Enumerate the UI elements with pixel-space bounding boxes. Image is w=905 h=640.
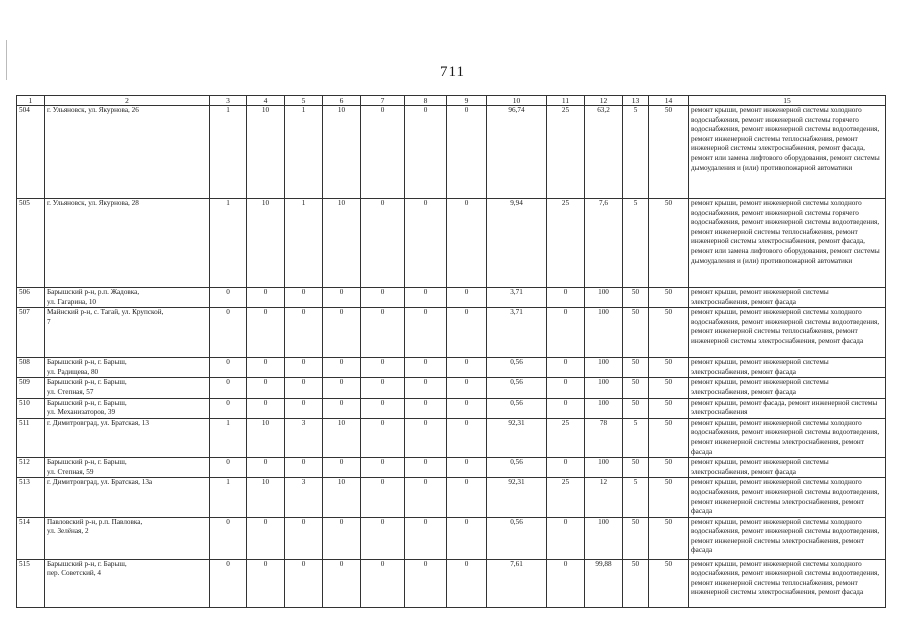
value-cell: 5 [623,478,649,517]
column-header: 4 [247,96,285,106]
value-cell: 10 [247,418,285,457]
table-row [17,288,886,308]
value-cell: 0,56 [487,458,547,478]
address-cell: Майнский р-н, с. Тагай, ул. Крупской, 7 [45,308,210,358]
value-cell: 0,56 [487,398,547,418]
value-cell: 0 [405,106,447,199]
value-cell: 0 [405,398,447,418]
table-row [17,106,886,199]
column-header: 13 [623,96,649,106]
work-types-cell: ремонт крыши, ремонт инженерной системы холодного водоснабжения, ремонт инженерной системы водоотведения, ремонт инженерной системы электроснабжения, ремонт фасада [689,517,886,559]
value-cell: 50 [649,358,689,378]
row-number-cell: 505 [17,199,45,288]
value-cell: 0 [447,418,487,457]
value-cell: 0 [247,308,285,358]
value-cell: 0 [447,308,487,358]
value-cell: 0 [247,378,285,398]
work-types-cell: ремонт крыши, ремонт инженерной системы холодного водоснабжения, ремонт инженерной системы водоотведения, ремонт инженерной системы электроснабжения, ремонт фасада [689,418,886,457]
value-cell: 100 [585,398,623,418]
column-header: 1 [17,96,45,106]
value-cell: 0 [210,288,247,308]
value-cell: 0 [285,358,323,378]
column-header: 7 [361,96,405,106]
value-cell: 0 [285,378,323,398]
value-cell: 0 [405,288,447,308]
address-cell: г. Ульяновск, ул. Якурнова, 28 [45,199,210,288]
column-header: 15 [689,96,886,106]
work-types-cell: ремонт крыши, ремонт инженерной системы электроснабжения, ремонт фасада [689,358,886,378]
value-cell: 50 [649,418,689,457]
value-cell: 50 [623,517,649,559]
column-header: 2 [45,96,210,106]
work-types-cell: ремонт крыши, ремонт инженерной системы холодного водоснабжения, ремонт инженерной системы водоотведения, ремонт инженерной системы теплоснабжения, ремонт инженерной системы электроснабжения, ремонт фасада [689,559,886,607]
value-cell: 0 [405,418,447,457]
value-cell: 10 [247,478,285,517]
page-number: 711 [440,64,465,80]
value-cell: 50 [649,308,689,358]
value-cell: 50 [649,517,689,559]
column-header: 12 [585,96,623,106]
value-cell: 50 [649,478,689,517]
value-cell: 0 [447,199,487,288]
value-cell: 50 [623,378,649,398]
value-cell: 0 [405,478,447,517]
work-types-cell: ремонт крыши, ремонт инженерной системы холодного водоснабжения, ремонт инженерной системы водоотведения, ремонт инженерной системы электроснабжения, ремонт фасада [689,478,886,517]
value-cell: 0 [361,398,405,418]
value-cell: 0 [361,288,405,308]
value-cell: 0 [361,418,405,457]
value-cell: 0 [210,458,247,478]
value-cell: 0 [210,378,247,398]
value-cell: 0 [323,308,361,358]
value-cell: 0 [447,378,487,398]
value-cell: 50 [649,559,689,607]
value-cell: 0 [361,106,405,199]
column-header: 5 [285,96,323,106]
work-types-cell: ремонт крыши, ремонт инженерной системы электроснабжения, ремонт фасада [689,458,886,478]
row-number-cell: 514 [17,517,45,559]
value-cell: 50 [623,308,649,358]
value-cell: 0,56 [487,517,547,559]
value-cell: 0 [247,288,285,308]
value-cell: 0 [447,288,487,308]
column-header: 3 [210,96,247,106]
column-header: 6 [323,96,361,106]
table-row [17,418,886,457]
value-cell: 3,71 [487,308,547,358]
value-cell: 25 [547,199,585,288]
value-cell: 0 [447,517,487,559]
value-cell: 0 [547,308,585,358]
value-cell: 7,6 [585,199,623,288]
value-cell: 100 [585,288,623,308]
value-cell: 50 [623,358,649,378]
value-cell: 0 [547,517,585,559]
value-cell: 7,61 [487,559,547,607]
value-cell: 0 [405,199,447,288]
value-cell: 100 [585,308,623,358]
table-row [17,517,886,559]
address-cell: Барышский р-н, г. Барыш, ул. Степная, 57 [45,378,210,398]
value-cell: 0 [361,478,405,517]
value-cell: 0 [547,378,585,398]
value-cell: 50 [623,288,649,308]
value-cell: 0 [405,517,447,559]
value-cell: 50 [649,288,689,308]
value-cell: 10 [323,199,361,288]
value-cell: 0 [285,288,323,308]
value-cell: 92,31 [487,418,547,457]
value-cell: 50 [649,378,689,398]
address-cell: Барышский р-н, г. Барыш, пер. Советский, 4 [45,559,210,607]
row-number-cell: 510 [17,398,45,418]
address-cell: Павловский р-н, р.п. Павловка, ул. Зелёная, 2 [45,517,210,559]
value-cell: 50 [649,199,689,288]
value-cell: 0 [405,559,447,607]
repair-program-table [16,95,886,608]
value-cell: 1 [285,106,323,199]
value-cell: 0 [547,398,585,418]
value-cell: 50 [623,398,649,418]
value-cell: 78 [585,418,623,457]
work-types-cell: ремонт крыши, ремонт фасада, ремонт инженерной системы электроснабжения [689,398,886,418]
value-cell: 10 [323,106,361,199]
value-cell: 0 [361,308,405,358]
value-cell: 10 [323,478,361,517]
address-cell: г. Ульяновск, ул. Якурнова, 26 [45,106,210,199]
value-cell: 1 [210,106,247,199]
column-header: 8 [405,96,447,106]
value-cell: 0 [361,517,405,559]
address-cell: Барышский р-н, р.п. Жадовка, ул. Гагарина, 10 [45,288,210,308]
value-cell: 0 [285,458,323,478]
value-cell: 5 [623,418,649,457]
table-row [17,478,886,517]
table-row [17,458,886,478]
value-cell: 0 [247,358,285,378]
value-cell: 0 [547,559,585,607]
value-cell: 0 [210,398,247,418]
value-cell: 10 [247,106,285,199]
value-cell: 25 [547,106,585,199]
table-row [17,308,886,358]
work-types-cell: ремонт крыши, ремонт инженерной системы холодного водоснабжения, ремонт инженерной системы водоотведения, ремонт инженерной системы теплоснабжения, ремонт инженерной системы электроснабжения, ремонт фасада [689,308,886,358]
column-header: 9 [447,96,487,106]
value-cell: 0 [247,398,285,418]
value-cell: 100 [585,358,623,378]
value-cell: 0 [447,106,487,199]
value-cell: 1 [210,199,247,288]
value-cell: 1 [210,418,247,457]
value-cell: 0 [405,458,447,478]
row-number-cell: 507 [17,308,45,358]
work-types-cell: ремонт крыши, ремонт инженерной системы электроснабжения, ремонт фасада [689,378,886,398]
row-number-cell: 515 [17,559,45,607]
value-cell: 3 [285,478,323,517]
value-cell: 10 [323,418,361,457]
value-cell: 0 [361,559,405,607]
value-cell: 25 [547,478,585,517]
column-header: 11 [547,96,585,106]
value-cell: 99,88 [585,559,623,607]
row-number-cell: 512 [17,458,45,478]
address-cell: г. Димитровград, ул. Братская, 13 [45,418,210,457]
table-row [17,378,886,398]
value-cell: 50 [623,559,649,607]
value-cell: 50 [649,458,689,478]
value-cell: 0 [405,308,447,358]
value-cell: 0 [285,559,323,607]
value-cell: 96,74 [487,106,547,199]
value-cell: 0 [210,308,247,358]
value-cell: 50 [649,106,689,199]
value-cell: 0 [247,458,285,478]
value-cell: 0 [447,559,487,607]
column-number-row [17,96,886,106]
value-cell: 0 [285,517,323,559]
value-cell: 12 [585,478,623,517]
row-number-cell: 511 [17,418,45,457]
value-cell: 0 [361,378,405,398]
value-cell: 0 [285,308,323,358]
value-cell: 0 [323,288,361,308]
value-cell: 100 [585,378,623,398]
value-cell: 3 [285,418,323,457]
value-cell: 0 [323,559,361,607]
value-cell: 0,56 [487,358,547,378]
value-cell: 0 [405,358,447,378]
value-cell: 0 [323,398,361,418]
value-cell: 0 [210,517,247,559]
value-cell: 0 [361,458,405,478]
value-cell: 0 [323,517,361,559]
address-cell: г. Димитровград, ул. Братская, 13а [45,478,210,517]
value-cell: 50 [623,458,649,478]
work-types-cell: ремонт крыши, ремонт инженерной системы электроснабжения, ремонт фасада [689,288,886,308]
value-cell: 25 [547,418,585,457]
table-row [17,199,886,288]
address-cell: Барышский р-н, г. Барыш, ул. Радищева, 80 [45,358,210,378]
value-cell: 0 [547,458,585,478]
value-cell: 0 [447,358,487,378]
value-cell: 0 [361,199,405,288]
value-cell: 0 [210,559,247,607]
value-cell: 0 [285,398,323,418]
address-cell: Барышский р-н, г. Барыш, ул. Механизаторов, 39 [45,398,210,418]
column-header: 14 [649,96,689,106]
value-cell: 63,2 [585,106,623,199]
value-cell: 100 [585,458,623,478]
value-cell: 0 [323,378,361,398]
value-cell: 0 [323,358,361,378]
row-number-cell: 508 [17,358,45,378]
work-types-cell: ремонт крыши, ремонт инженерной системы холодного водоснабжения, ремонт инженерной системы горячего водоснабжения, ремонт инженерной системы водоотведения, ремонт инженерной системы теплоснабжения, ремонт инженерной системы электроснабжения, ремонт фасада, ремонт или замена лифтового оборудования, ремонт системы дымоудаления и (или) противопожарной автоматики [689,199,886,288]
value-cell: 92,31 [487,478,547,517]
value-cell: 0 [547,288,585,308]
value-cell: 1 [210,478,247,517]
value-cell: 0 [547,358,585,378]
value-cell: 5 [623,199,649,288]
value-cell: 0 [447,398,487,418]
value-cell: 0 [247,517,285,559]
row-number-cell: 513 [17,478,45,517]
value-cell: 0 [323,458,361,478]
value-cell: 0 [361,358,405,378]
value-cell: 1 [285,199,323,288]
table-row [17,398,886,418]
value-cell: 3,71 [487,288,547,308]
value-cell: 9,94 [487,199,547,288]
work-types-cell: ремонт крыши, ремонт инженерной системы холодного водоснабжения, ремонт инженерной системы горячего водоснабжения, ремонт инженерной системы водоотведения, ремонт инженерной системы теплоснабжения, ремонт инженерной системы электроснабжения, ремонт фасада, ремонт или замена лифтового оборудования, ремонт системы дымоудаления и (или) противопожарной автоматики [689,106,886,199]
value-cell: 100 [585,517,623,559]
table-row [17,358,886,378]
row-number-cell: 509 [17,378,45,398]
column-header: 10 [487,96,547,106]
row-number-cell: 506 [17,288,45,308]
value-cell: 50 [649,398,689,418]
value-cell: 5 [623,106,649,199]
value-cell: 0 [405,378,447,398]
table-row [17,559,886,607]
row-number-cell: 504 [17,106,45,199]
value-cell: 10 [247,199,285,288]
value-cell: 0 [210,358,247,378]
value-cell: 0 [447,458,487,478]
address-cell: Барышский р-н, г. Барыш, ул. Степная, 59 [45,458,210,478]
value-cell: 0,56 [487,378,547,398]
value-cell: 0 [447,478,487,517]
value-cell: 0 [247,559,285,607]
